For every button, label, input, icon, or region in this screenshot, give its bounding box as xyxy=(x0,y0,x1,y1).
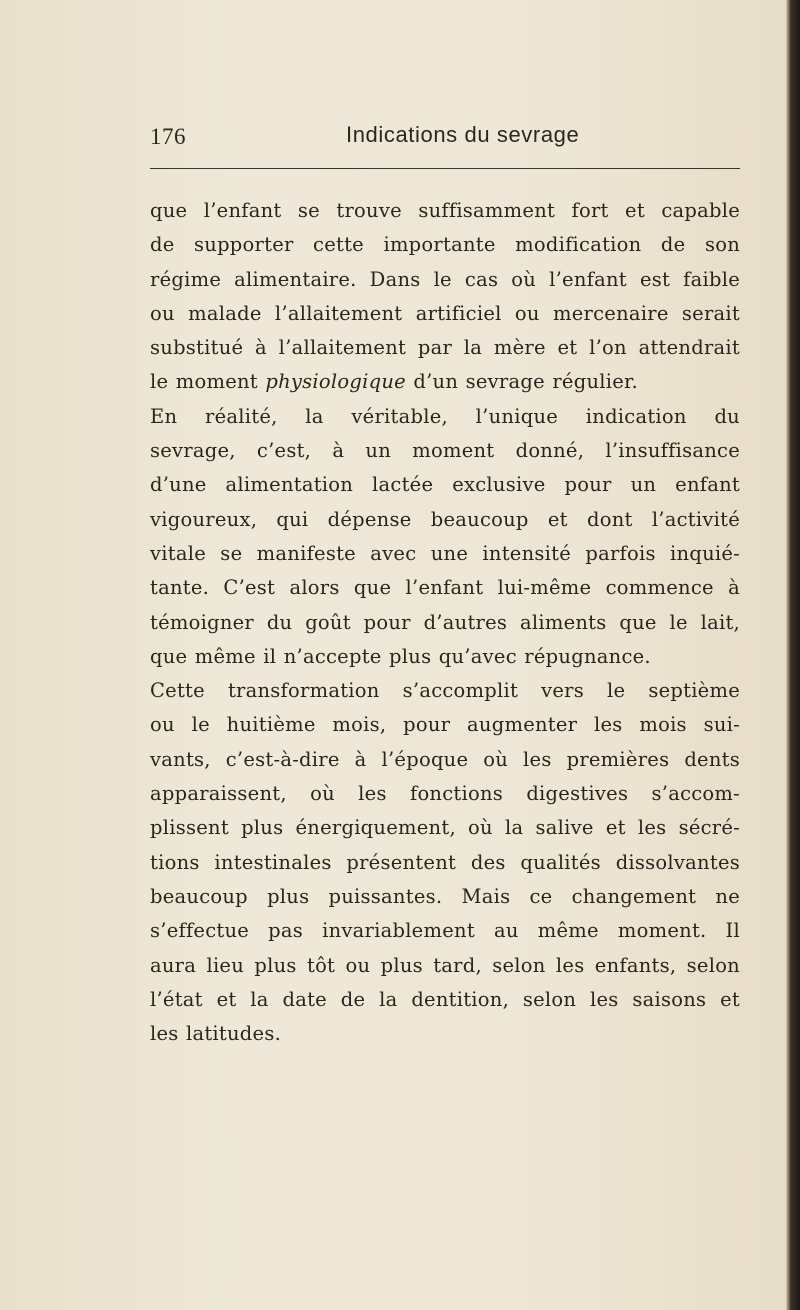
text-line: vants, c’est-à-dire à l’époque où les premières dents xyxy=(150,747,740,771)
text-line: vitale se manifeste avec une intensité parfois inquié- xyxy=(150,541,740,565)
text-line: aura lieu plus tôt ou plus tard, selon les enfants, selon xyxy=(150,953,740,977)
italic-term: physiologique xyxy=(265,370,406,394)
text-line: En réalité, la véritable, l’unique indication du xyxy=(150,404,740,428)
text-line: que même il n’accepte plus qu’avec répugnance. xyxy=(150,644,651,668)
text-line xyxy=(150,365,740,399)
text-line: substitué à l’allaitement par la mère et l’on attendrait xyxy=(150,336,740,360)
text-line: que l’enfant se trouve suffisamment fort et capable xyxy=(150,199,740,222)
text-fragment: le moment xyxy=(150,370,266,394)
page-number: 176 xyxy=(150,124,186,149)
text-line: Cette transformation s’accomplit vers le septième xyxy=(150,679,740,703)
text-line: apparaissent, où les fonctions digestives s’accom- xyxy=(150,782,740,806)
running-title: Indications du sevrage xyxy=(346,122,580,147)
text-fragment: d’un sevrage régulier. xyxy=(405,370,638,394)
text-line: tions intestinales présentent des qualités dissolvantes xyxy=(150,850,740,874)
text-line: tante. C’est alors que l’enfant lui-même commence à xyxy=(150,576,740,600)
text-line: l’état et la date de la dentition, selon les saisons et xyxy=(150,987,740,1011)
page-header xyxy=(150,116,740,156)
body-text xyxy=(150,194,740,1051)
text-line: plissent plus énergiquement, où la salive et les sécré- xyxy=(150,816,740,840)
header-rule xyxy=(150,168,740,169)
text-line: ou malade l’allaitement artificiel ou mercenaire serait xyxy=(150,301,740,325)
text-line: s’effectue pas invariablement au même moment. Il xyxy=(150,919,740,943)
text-line: témoigner du goût pour d’autres aliments que le lait, xyxy=(150,610,740,634)
text-line: sevrage, c’est, à un moment donné, l’insuffisance xyxy=(150,439,740,463)
book-spine-edge xyxy=(786,0,800,1310)
text-line: d’une alimentation lactée exclusive pour un enfant xyxy=(150,473,740,497)
text-line: régime alimentaire. Dans le cas où l’enfant est faible xyxy=(150,267,740,291)
text-line: ou le huitième mois, pour augmenter les mois sui- xyxy=(150,713,740,737)
text-line: les latitudes. xyxy=(150,1022,282,1046)
text-line: beaucoup plus puissantes. Mais ce changement ne xyxy=(150,884,740,908)
text-line: de supporter cette importante modification de son xyxy=(150,233,740,257)
text-line: vigoureux, qui dépense beaucoup et dont l’activité xyxy=(150,507,740,531)
